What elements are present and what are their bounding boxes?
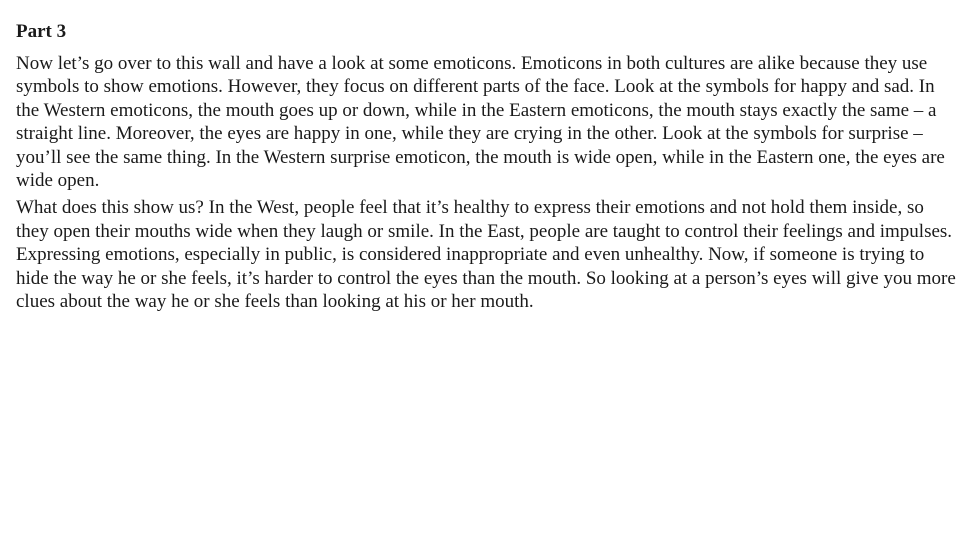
section-heading: Part 3 (16, 21, 67, 42)
document-body (16, 20, 956, 317)
paragraph-cultural-meaning: What does this show us? In the West, people feel that it’s healthy to express their emotions and not hold them inside, so they open their mouths wide when they laugh or smile. In the East, people are taught to control their feelings and impulses. Expressing emotions, especially in public, is considered inappropriate and even unhealthy. Now, if someone is trying to hide the way he or she feels, it’s harder to control the eyes than the mouth. So looking at a person’s eyes will give you more clues about the way he or she feels than looking at his or her mouth. (16, 197, 956, 313)
paragraph-emoticons: Now let’s go over to this wall and have a look at some emoticons. Emoticons in both cultures are alike because they use symbols to show emotions. However, they focus on different parts of the face. Look at the symbols for happy and sad. In the Western emoticons, the mouth goes up or down, while in the Eastern emoticons, the mouth stays exactly the same – a straight line. Moreover, the eyes are happy in one, while they are crying in the other. Look at the symbols for surprise – you’ll see the same thing. In the Western surprise emoticon, the mouth is wide open, while in the Eastern one, the eyes are wide open. (16, 53, 945, 192)
